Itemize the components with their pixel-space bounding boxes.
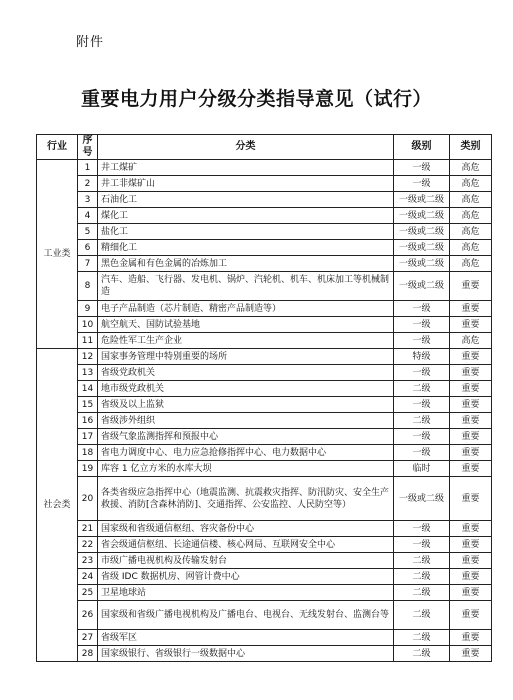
seq-cell: 3	[78, 192, 98, 208]
type-cell: 重要	[450, 521, 492, 537]
type-cell: 高危	[450, 256, 492, 272]
level-cell: 一级或二级	[394, 208, 450, 224]
category-cell: 库容 1 亿立方米的水库大坝	[98, 461, 394, 477]
category-cell: 国家级银行、省级银行一级数据中心	[98, 646, 394, 662]
seq-cell: 17	[78, 429, 98, 445]
category-cell: 危险性军工生产企业	[98, 333, 394, 349]
attachment-label: 附件	[76, 35, 105, 50]
table-row	[37, 365, 492, 381]
seq-cell: 18	[78, 445, 98, 461]
seq-cell: 2	[78, 176, 98, 192]
seq-cell: 9	[78, 301, 98, 317]
table-row	[37, 272, 492, 301]
category-cell: 汽车、造船、飞行器、发电机、锅炉、汽轮机、机车、机床加工等机械制造	[98, 272, 394, 301]
seq-cell: 21	[78, 521, 98, 537]
category-cell: 黑色金属和有色金属的冶炼加工	[98, 256, 394, 272]
type-cell: 高危	[450, 224, 492, 240]
type-cell: 重要	[450, 429, 492, 445]
type-cell: 重要	[450, 301, 492, 317]
type-cell: 高危	[450, 176, 492, 192]
table-row	[37, 601, 492, 630]
level-cell: 一级	[394, 317, 450, 333]
table-row	[37, 521, 492, 537]
type-cell: 重要	[450, 601, 492, 630]
table-row	[37, 461, 492, 477]
table-row	[37, 240, 492, 256]
table-row	[37, 381, 492, 397]
industry-cell: 社会类	[37, 349, 78, 662]
category-cell: 省级及以上监狱	[98, 397, 394, 413]
type-cell: 重要	[450, 413, 492, 429]
seq-cell: 27	[78, 630, 98, 646]
category-cell: 井工非煤矿山	[98, 176, 394, 192]
level-cell: 二级	[394, 601, 450, 630]
table-row	[37, 429, 492, 445]
level-cell: 二级	[394, 585, 450, 601]
seq-cell: 23	[78, 553, 98, 569]
type-cell: 重要	[450, 317, 492, 333]
seq-cell: 1	[78, 160, 98, 176]
type-cell: 高危	[450, 240, 492, 256]
type-cell: 重要	[450, 397, 492, 413]
type-cell: 重要	[450, 553, 492, 569]
type-cell: 高危	[450, 333, 492, 349]
level-cell: 一级	[394, 160, 450, 176]
header-industry: 行业	[37, 135, 78, 160]
table-row	[37, 445, 492, 461]
table-row	[37, 413, 492, 429]
level-cell: 一级或二级	[394, 256, 450, 272]
seq-cell: 4	[78, 208, 98, 224]
category-cell: 省级 IDC 数据机房、网管计费中心	[98, 569, 394, 585]
type-cell: 重要	[450, 477, 492, 521]
header-level: 级别	[394, 135, 450, 160]
seq-cell: 22	[78, 537, 98, 553]
table-header-row	[37, 135, 492, 160]
table-row	[37, 537, 492, 553]
seq-cell: 14	[78, 381, 98, 397]
table-body	[37, 160, 492, 662]
level-cell: 一级	[394, 445, 450, 461]
table-row	[37, 553, 492, 569]
level-cell: 一级	[394, 397, 450, 413]
table-row	[37, 569, 492, 585]
type-cell: 高危	[450, 192, 492, 208]
category-cell: 各类省级应急指挥中心（地震监测、抗震救灾指挥、防汛防灾、安全生产救援、消防[含森林消防]、交通指挥、公安监控、人民防空等）	[98, 477, 394, 521]
seq-cell: 7	[78, 256, 98, 272]
level-cell: 二级	[394, 646, 450, 662]
category-cell: 航空航天、国防试验基地	[98, 317, 394, 333]
type-cell: 重要	[450, 569, 492, 585]
seq-cell: 26	[78, 601, 98, 630]
seq-cell: 15	[78, 397, 98, 413]
level-cell: 一级或二级	[394, 272, 450, 301]
type-cell: 重要	[450, 381, 492, 397]
type-cell: 重要	[450, 349, 492, 365]
level-cell: 二级	[394, 381, 450, 397]
table-row	[37, 160, 492, 176]
level-cell: 二级	[394, 553, 450, 569]
seq-cell: 19	[78, 461, 98, 477]
level-cell: 一级	[394, 333, 450, 349]
level-cell: 一级	[394, 429, 450, 445]
table-row	[37, 208, 492, 224]
table-row	[37, 646, 492, 662]
category-cell: 市级广播电视机构及传输发射台	[98, 553, 394, 569]
category-cell: 省级党政机关	[98, 365, 394, 381]
table-row	[37, 256, 492, 272]
seq-cell: 6	[78, 240, 98, 256]
type-cell: 重要	[450, 585, 492, 601]
table-row	[37, 176, 492, 192]
category-cell: 国家级和省级广播电视机构及广播电台、电视台、无线发射台、监测台等	[98, 601, 394, 630]
type-cell: 高危	[450, 208, 492, 224]
header-type: 类别	[450, 135, 492, 160]
table-row	[37, 301, 492, 317]
level-cell: 二级	[394, 630, 450, 646]
level-cell: 二级	[394, 569, 450, 585]
table-row	[37, 630, 492, 646]
seq-cell: 10	[78, 317, 98, 333]
level-cell: 特级	[394, 349, 450, 365]
type-cell: 重要	[450, 537, 492, 553]
document-title: 重要电力用户分级分类指导意见（试行）	[80, 88, 432, 110]
seq-cell: 5	[78, 224, 98, 240]
category-cell: 省会级通信枢纽、长途通信楼、核心网局、互联网安全中心	[98, 537, 394, 553]
industry-cell: 工业类	[37, 160, 78, 349]
level-cell: 临时	[394, 461, 450, 477]
level-cell: 二级	[394, 413, 450, 429]
level-cell: 一级或二级	[394, 224, 450, 240]
category-cell: 煤化工	[98, 208, 394, 224]
category-cell: 省级气象监测指挥和预报中心	[98, 429, 394, 445]
category-cell: 精细化工	[98, 240, 394, 256]
table-row	[37, 477, 492, 521]
table-row	[37, 192, 492, 208]
power-user-classification-table	[36, 134, 492, 662]
type-cell: 重要	[450, 630, 492, 646]
seq-cell: 8	[78, 272, 98, 301]
seq-cell: 28	[78, 646, 98, 662]
level-cell: 一级	[394, 521, 450, 537]
level-cell: 一级或二级	[394, 477, 450, 521]
table-row	[37, 397, 492, 413]
category-cell: 省级军区	[98, 630, 394, 646]
category-cell: 井工煤矿	[98, 160, 394, 176]
type-cell: 重要	[450, 461, 492, 477]
category-cell: 国家事务管理中特别重要的场所	[98, 349, 394, 365]
seq-cell: 11	[78, 333, 98, 349]
table-row	[37, 333, 492, 349]
header-seq: 序号	[78, 135, 98, 160]
type-cell: 重要	[450, 445, 492, 461]
seq-cell: 12	[78, 349, 98, 365]
category-cell: 省电力调度中心、电力应急抢修指挥中心、电力数据中心	[98, 445, 394, 461]
level-cell: 一级	[394, 176, 450, 192]
category-cell: 盐化工	[98, 224, 394, 240]
type-cell: 高危	[450, 160, 492, 176]
level-cell: 一级	[394, 301, 450, 317]
category-cell: 地市级党政机关	[98, 381, 394, 397]
category-cell: 电子产品制造（芯片制造、精密产品制造等）	[98, 301, 394, 317]
type-cell: 重要	[450, 646, 492, 662]
table-row	[37, 224, 492, 240]
category-cell: 国家级和省级通信枢纽、容灾备份中心	[98, 521, 394, 537]
level-cell: 一级或二级	[394, 240, 450, 256]
category-cell: 卫星地球站	[98, 585, 394, 601]
seq-cell: 13	[78, 365, 98, 381]
level-cell: 一级	[394, 537, 450, 553]
type-cell: 重要	[450, 272, 492, 301]
seq-cell: 16	[78, 413, 98, 429]
table-row	[37, 585, 492, 601]
seq-cell: 25	[78, 585, 98, 601]
level-cell: 一级或二级	[394, 192, 450, 208]
seq-cell: 24	[78, 569, 98, 585]
seq-cell: 20	[78, 477, 98, 521]
type-cell: 重要	[450, 365, 492, 381]
category-cell: 石油化工	[98, 192, 394, 208]
category-cell: 省级涉外组织	[98, 413, 394, 429]
table-row	[37, 349, 492, 365]
level-cell: 一级	[394, 365, 450, 381]
table-row	[37, 317, 492, 333]
header-category: 分类	[98, 135, 394, 160]
